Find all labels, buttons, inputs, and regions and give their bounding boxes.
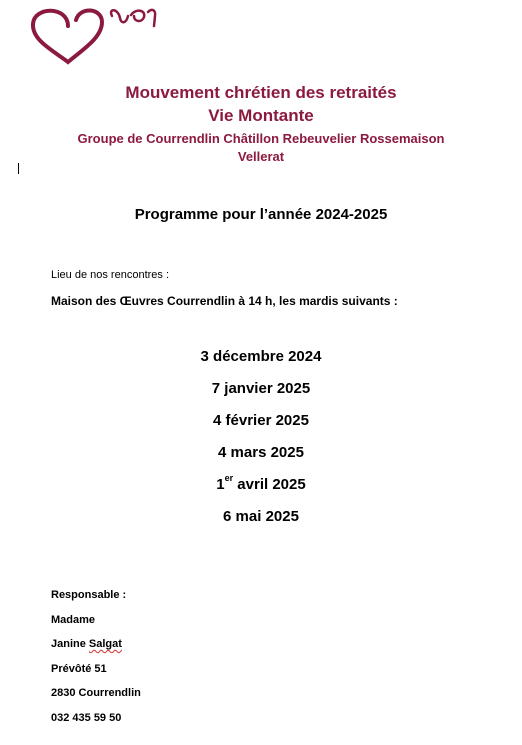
contact-title: Madame [51,613,96,626]
heart-logo-icon [28,4,164,68]
text-cursor [18,163,19,174]
contact-street: Prévôté 51 [51,662,107,675]
org-subtitle: Vie Montante [208,106,314,125]
meeting-date: 4 février 2025 [213,412,309,429]
meeting-date: 3 décembre 2024 [200,348,322,365]
meeting-date-day: 1 [216,476,225,493]
contact-label: Responsable : [51,589,127,601]
meeting-date [0,474,522,506]
meeting-date-rest: avril 2025 [233,476,306,493]
org-name: Mouvement chrétien des retraités [125,83,397,102]
contact-city: 2830 Courrendlin [51,687,141,699]
meeting-dates-list [0,346,522,538]
venue-text: Maison des Œuvres Courrendlin à 14 h, les mardis suivants : [51,294,398,308]
group-line-2: Vellerat [237,149,285,164]
contact-block [51,587,141,734]
meeting-date: 6 mai 2025 [223,508,299,525]
contact-phone: 032 435 59 50 [51,711,122,724]
meeting-date: 7 janvier 2025 [211,380,311,397]
contact-name [51,636,141,661]
program-title: Programme pour l’année 2024-2025 [134,206,388,223]
ordinal-suffix: er [224,473,234,483]
contact-first-name: Janine [51,638,86,650]
meeting-date: 4 mars 2025 [218,444,304,461]
venue-label: Lieu de nos rencontres : [51,269,170,281]
group-line-1: Groupe de Courrendlin Châtillon Rebeuvelier Rossemaison [77,131,445,146]
contact-last-name: Salgat [88,638,122,650]
